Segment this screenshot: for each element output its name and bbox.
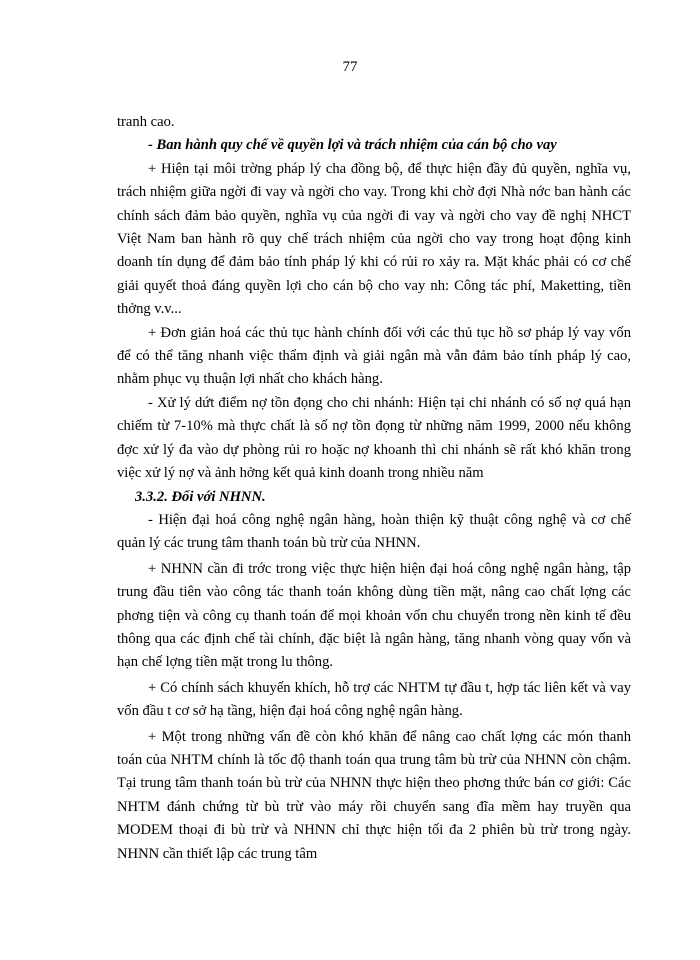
paragraph-modernize-tech: - Hiện đại hoá công nghệ ngân hàng, hoàn thiện kỹ thuật công nghệ và cơ chế quản lý các trung tâm thanh toán bù trừ của NHNN. — [117, 511, 631, 552]
page-number: 77 — [342, 59, 358, 75]
paragraph-incentive-policy: + Có chính sách khuyến khích, hỗ trợ các NHTM tự đầu t, hợp tác liên kết và vay vốn đầu t cơ sở hạ tầng, hiện đại hoá công nghệ ngân hàng. — [117, 679, 631, 720]
paragraph-nhnn-lead: + NHNN cần đi trớc trong việc thực hiện hiện đại hoá công nghệ ngân hàng, tập trung đầu tiên vào công tác thanh toán không dùng tiền mặt, nâng cao chất lợng các phơng tiện và công cụ thanh toán để mọi khoản vốn chu chuyển trong nền kinh tế đều thông qua các định chế tài chính, đặc biệt là ngân hàng, tăng nhanh vòng quay vốn và hạn chế lợng tiền mặt trong lu thông. — [117, 560, 631, 671]
paragraph-clearing-speed: + Một trong những vấn đề còn khó khăn để nâng cao chất lợng các món thanh toán của NHTM chính là tốc độ thanh toán qua trung tâm bù trừ của NHNN còn chậm. Tại trung tâm thanh toán bù trừ của NHNN thực hiện theo phơng thức bán cơ giới: Các NHTM đánh chứng từ bù trừ vào máy rồi chuyển sang đĩa mềm hay truyền qua MODEM thoại đi bù trừ và NHNN chỉ thực hiện tối đa 2 phiên bù trừ trong ngày. NHNN cần thiết lập các trung tâm — [117, 728, 631, 862]
section-heading-nhnn: 3.3.2. Đối với NHNN. — [135, 488, 266, 505]
document-body — [117, 111, 631, 866]
subheading-regulation: - Ban hành quy chế về quyền lợi và trách nhiệm của cán bộ cho vay — [148, 137, 557, 154]
paragraph-simplify-procedures: + Đơn giản hoá các thủ tục hành chính đối với các thủ tục hồ sơ pháp lý vay vốn để có thể tăng nhanh việc thẩm định và giải ngân mà vẫn đảm bảo tính pháp lý cao, nhằm phục vụ thuận lợi nhất cho khách hàng. — [117, 324, 631, 388]
paragraph-bad-debt: - Xử lý dứt điểm nợ tồn đọng cho chi nhánh: Hiện tại chi nhánh có số nợ quá hạn chiếm từ 7-10% mà thực chất là số nợ tồn đọng từ những năm 1999, 2000 nếu không đợc xử lý đa vào dự phòng rủi ro hoặc nợ khoanh thì chi nhánh sẽ rất khó khăn trong việc xử lý nợ và ảnh hởng kết quả kinh doanh trong nhiều năm — [117, 394, 631, 482]
paragraph-continuation: tranh cao. — [117, 114, 175, 130]
paragraph-legal-environment: + Hiện tại môi trờng pháp lý cha đồng bộ, để thực hiện đầy đủ quyền, nghĩa vụ, trách nhiệm giữa ngời đi vay và ngời cho vay. Trong khi chờ đợi Nhà nớc ban hành các chính sách đảm bảo quyền, nghĩa vụ của ngời đi vay và ngời cho vay đề nghị NHCT Việt Nam ban hành rõ quy chế trách nhiệm của ngời cho vay trong hoạt động kinh doanh tín dụng để đảm bảo tính pháp lý khi có rủi ro xảy ra. Mặt khác phải có cơ chế giải quyết thoả đáng quyền lợi cho cán bộ cho vay nh: Công tác phí, Maketting, tiền thởng v.v... — [117, 160, 631, 318]
